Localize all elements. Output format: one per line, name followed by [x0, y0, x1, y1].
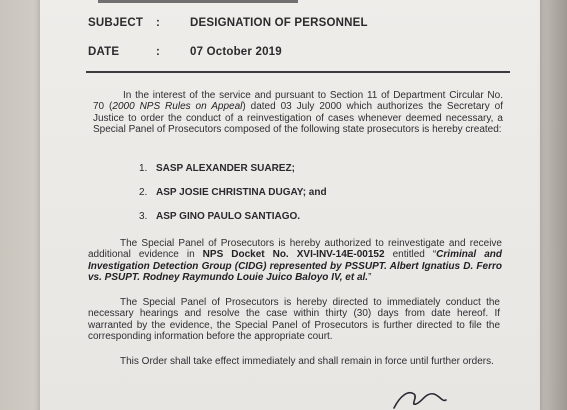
intro-text-a: In the interest of the service and pursuant to Section 11 of Department Circular No. 70 (	[93, 90, 503, 113]
subject-colon: :	[156, 17, 161, 29]
intro-italic: 2000 NPS Rules on Appeal	[112, 101, 243, 113]
header-divider	[86, 71, 510, 73]
case-title: Criminal and Investigation Detection Group (CIDG) represented by PSSUPT. Albert Ignatius D. Ferro vs. PSUPT. Rodney Raymundo Louie Juico Baloyo IV, et al.	[88, 249, 502, 284]
document-page	[40, 0, 540, 410]
list-number: 2.	[139, 187, 148, 198]
list-item	[139, 211, 300, 222]
prosecutor-name: ASP GINO PAULO SANTIAGO.	[156, 211, 301, 222]
list-number: 1.	[139, 163, 148, 174]
redacted-header-line	[98, 0, 298, 3]
list-item	[139, 187, 327, 198]
subject-row	[88, 17, 488, 31]
docket-number: NPS Docket No. XVI-INV-14E-00152	[202, 249, 385, 261]
auth-text-b: entitled “	[384, 249, 437, 261]
authorization-paragraph	[88, 238, 502, 284]
subject-label: SUBJECT	[88, 17, 144, 29]
subject-value: DESIGNATION OF PERSONNEL	[190, 17, 368, 29]
effectivity-text: This Order shall take effect immediately and shall remain in force until further orders.	[120, 356, 494, 367]
auth-text-c: ”	[368, 272, 372, 284]
date-label: DATE	[88, 46, 120, 58]
directive-paragraph	[88, 297, 500, 343]
prosecutor-name: SASP ALEXANDER SUAREZ;	[156, 163, 295, 174]
intro-paragraph	[93, 90, 503, 136]
date-value: 07 October 2019	[190, 46, 282, 58]
prosecutor-name: ASP JOSIE CHRISTINA DUGAY; and	[156, 187, 327, 198]
date-row	[88, 46, 488, 60]
effectivity-paragraph	[88, 356, 500, 367]
date-colon: :	[156, 46, 161, 58]
directive-text: The Special Panel of Prosecutors is hereby directed to immediately conduct the necessary hearings and resolve the case within thirty (30) days from date hereof. If warranted by the evidence, the Special Panel of Prosecutors is further directed to file the corresponding information before the appropriate court.	[88, 297, 500, 343]
auth-text-a: The Special Panel of Prosecutors is hereby authorized to reinvestigate and receive additional evidence in	[88, 238, 502, 261]
list-number: 3.	[139, 211, 148, 222]
intro-text-b: ) dated 03 July 2000 which authorizes the Secretary of Justice to order the conduct of a reinvestigation of cases whenever deemed necessary, a Special Panel of Prosecutors composed of the following state prosecutors is hereby created:	[93, 101, 503, 136]
signature-mark	[390, 388, 450, 410]
edge-shadow	[537, 0, 567, 410]
list-item	[139, 163, 295, 174]
